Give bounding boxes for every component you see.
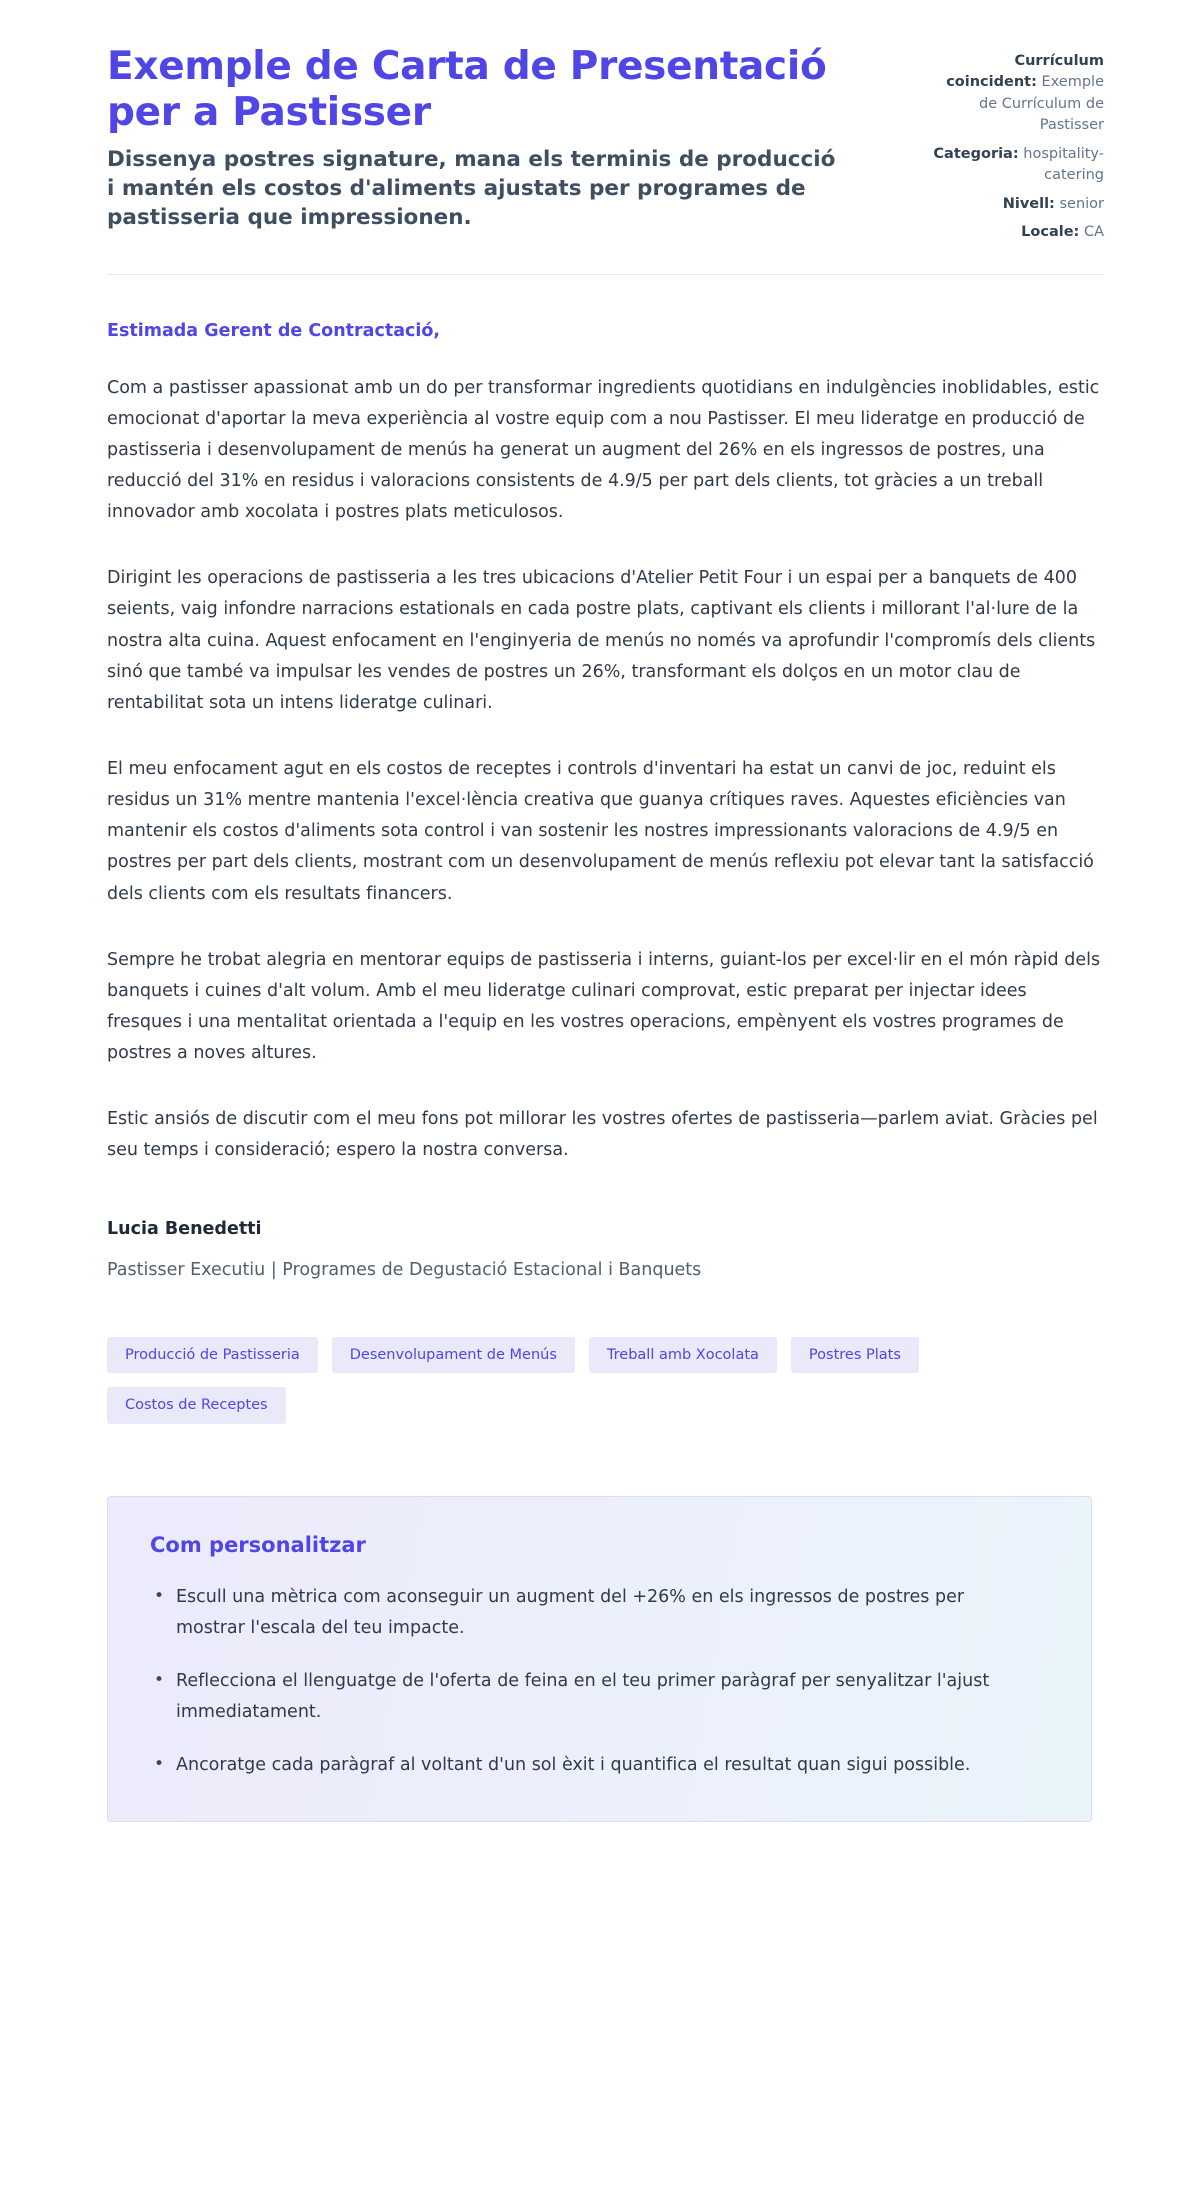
metadata-label: Categoria: <box>933 145 1019 162</box>
signature-role: Pastisser Executiu | Programes de Degustació Estacional i Banquets <box>107 1259 702 1280</box>
metadata-value: Exemple de Currículum de Pastisser <box>979 74 1104 134</box>
page-header <box>107 44 1104 274</box>
header-title-block <box>107 44 847 232</box>
letter-paragraph: Dirigint les operacions de pastisseria a les tres ubicacions d'Atelier Petit Four i un espai per a banquets de 400 seients, vaig infondre narracions estationals en cada postre plats, captivant els clients i millorant l'al·lure de la nostra alta cuina. Aquest enfocament en l'enginyeria de menús no només va aprofundir l'compromís dels clients sinó que també va impulsar les vendes de postres un 26%, transformant els dolços en un motor clau de rentabilitat sota un intens lideratge culinari. <box>107 568 1096 713</box>
letter-paragraph: Estic ansiós de discutir com el meu fons pot millorar les vostres ofertes de pastisseria—parlem aviat. Gràcies pel seu temps i consideració; espero la nostra conversa. <box>107 1109 1098 1161</box>
header-divider <box>107 274 1104 275</box>
metadata-item-locale <box>926 222 1104 243</box>
callout-tip-item: • Escull una mètrica com aconseguir un augment del +26% en els ingressos de postres per mostrar l'escala del teu impacte. <box>150 1582 1020 1644</box>
metadata-label: Nivell: <box>1002 195 1055 212</box>
metadata-value: senior <box>1059 195 1104 212</box>
page-subtitle: Dissenya postres signature, mana els terminis de producció i mantén els costos d'aliments ajustats per programes de pastisseria que impressionen. <box>107 147 836 230</box>
metadata-item-matching-resume <box>926 51 1104 137</box>
letter-salutation: Estimada Gerent de Contractació, <box>107 320 441 341</box>
skill-tag[interactable]: Postres Plats <box>791 1337 919 1374</box>
letter-paragraph: Com a pastisser apassionat amb un do per transformar ingredients quotidians en indulgències inoblidables, estic emocionat d'aportar la meva experiència al vostre equip com a nou Pastisser. El meu lideratge en producció de pastisseria i desenvolupament de menús ha generat un augment del 26% en els ingressos de postres, una reducció del 31% en residus i valoracions consistents de 4.9/5 per part dels clients, tot gràcies a un treball innovador amb xocolata i postres plats meticulosos. <box>107 377 1100 523</box>
metadata-label: Locale: <box>1021 224 1080 241</box>
callout-title: Com personalitzar <box>150 1532 366 1557</box>
skill-tag[interactable]: Desenvolupament de Menús <box>332 1337 575 1374</box>
skill-tag[interactable]: Treball amb Xocolata <box>589 1337 777 1374</box>
metadata-value: hospitality-catering <box>1023 145 1104 184</box>
page-title: Exemple de Carta de Presentació per a Pastisser <box>107 44 827 136</box>
signature-name: Lucia Benedetti <box>107 1218 262 1239</box>
skill-tag[interactable]: Costos de Receptes <box>107 1387 286 1424</box>
letter-paragraph: Sempre he trobat alegria en mentorar equips de pastisseria i interns, guiant-los per excel·lir en el món ràpid dels banquets i cuines d'alt volum. Amb el meu lideratge culinari comprovat, estic preparat per injectar idees fresques i una mentalitat orientada a l'equip en les vostres operacions, empènyent els vostres programes de postres a noves altures. <box>107 949 1101 1064</box>
callout-tip-item: • Reflecciona el llenguatge de l'oferta de feina en el teu primer paràgraf per senyalitzar l'ajust immediatament. <box>150 1666 1020 1728</box>
letter-paragraph: El meu enfocament agut en els costos de receptes i controls d'inventari ha estat un canvi de joc, reduint els residus un 31% mentre mantenia l'excel·lència creativa que guanya crítiques raves. Aquestes eficiències van mantenir els costos d'aliments sota control i van sostenir les nostres impressionants valoracions de 4.9/5 en postres per part dels clients, mostrant com un desenvolupament de menús reflexiu pot elevar tant la satisfacció dels clients com els resultats financers. <box>107 759 1094 904</box>
callout-tip-list <box>150 1582 1049 1782</box>
signature-block <box>107 1219 1104 1280</box>
customization-callout <box>107 1496 1092 1823</box>
skill-tag-list <box>107 1337 1047 1424</box>
skill-tag[interactable]: Producció de Pastisseria <box>107 1337 318 1374</box>
metadata-value: CA <box>1083 224 1104 241</box>
metadata-label: Currículum coincident: <box>946 53 1104 91</box>
metadata-item-category <box>926 144 1104 187</box>
letter-body <box>107 321 1104 1167</box>
callout-tip-item: • Ancoratge cada paràgraf al voltant d'un sol èxit i quantifica el resultat quan sigui possible. <box>150 1750 1020 1781</box>
metadata-item-level <box>926 194 1104 215</box>
metadata-panel <box>926 44 1104 244</box>
